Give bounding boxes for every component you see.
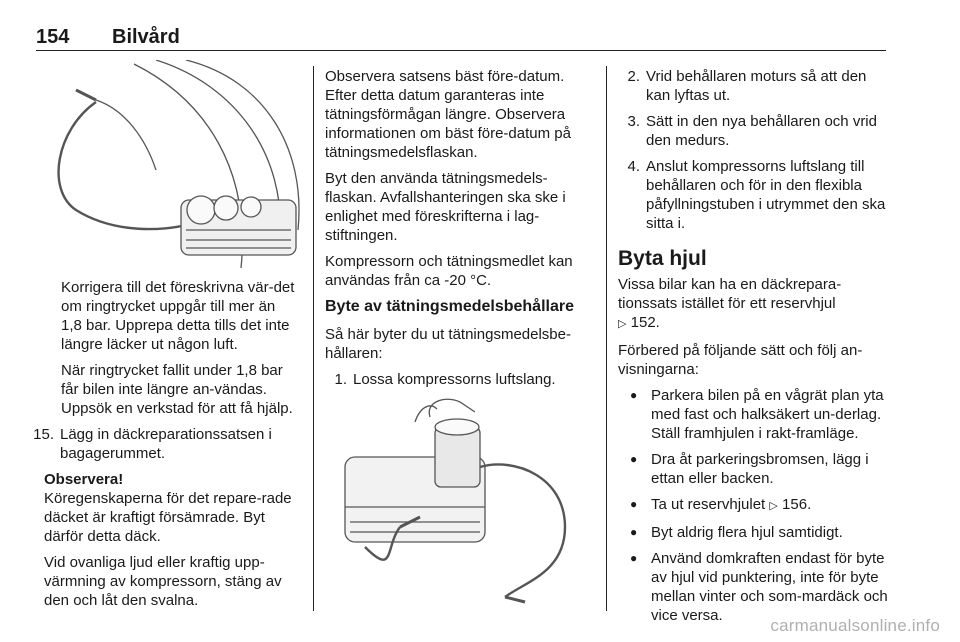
list-item: [22, 425, 300, 463]
notice-heading: Observera!: [44, 471, 124, 488]
sealant-container-illustration: [325, 397, 593, 612]
paragraph: Observera satsens bäst före-datum. Efter detta datum garanteras inte tätningsförmågan längre. Observera informationen om bäst före-datum på tätningsmedelsflaskan.: [325, 68, 571, 161]
bullet-icon: ●: [630, 497, 638, 511]
item-text: Lägg in däckreparationssatsen i bagagerummet.: [60, 426, 272, 462]
item-number: 2.: [627, 68, 640, 85]
paragraph: Förbered på följande sätt och följ an-visningarna:: [618, 342, 863, 378]
item-text: Lossa kompressorns luftslang.: [353, 371, 556, 388]
chapter-title: Bilvård: [112, 26, 180, 48]
section-heading: Byta hjul: [618, 247, 707, 270]
item-text: Vrid behållaren moturs så att den kan lyftas ut.: [646, 68, 867, 104]
paragraph: När ringtrycket fallit under 1,8 bar får bilen inte längre an-vändas. Uppsök en verkstad för att få hjälp.: [61, 362, 293, 417]
item-text: Parkera bilen på en vågrät plan yta med fast och halksäkert un-derlag. Ställ framhjulen i rakt-framläge.: [651, 387, 884, 442]
paragraph: Byt den använda tätningsmedels-flaskan. Avfallshanteringen ska ske i enlighet med föreskrifterna i lag-stiftningen.: [325, 170, 566, 244]
item-text-main: Ta ut reservhjulet: [651, 496, 766, 513]
bullet-icon: ●: [630, 551, 638, 565]
page-number: 154: [36, 26, 70, 48]
page-reference[interactable]: 152.: [630, 314, 660, 331]
notice-paragraph: Vid ovanliga ljud eller kraftig upp-värmning av kompressorn, stäng av den och låt den svalna.: [44, 554, 282, 609]
paragraph: Kompressorn och tätningsmedlet kan användas från ca -20 °C.: [325, 253, 573, 289]
list-item: [630, 549, 888, 625]
item-text: Anslut kompressorns luftslang till behållaren och för in den flexibla påfyllningstuben i utrymmet den ska sitta i.: [646, 158, 886, 232]
paragraph: Korrigera till det föreskrivna vär-det om ringtrycket uppgår till mer än 1,8 bar. Upprepa detta tills det inte längre läcker ut någon luft.: [61, 279, 295, 353]
watermark: carmanualsonline.info: [770, 616, 940, 635]
item-number: 4.: [627, 158, 640, 175]
item-text: Byt aldrig flera hjul samtidigt.: [651, 524, 843, 541]
paragraph: Så här byter du ut tätningsmedelsbe-hållaren:: [325, 326, 571, 362]
column-left: [33, 60, 300, 617]
list-item: [630, 386, 888, 443]
intro-text: Vissa bilar kan ha en däckrepara-tionssats istället för ett reservhjul: [618, 276, 842, 312]
page-header: [36, 26, 886, 51]
column-right: [618, 67, 888, 632]
list-item: [618, 67, 888, 105]
item-text: Sätt in den nya behållaren och vrid den medurs.: [646, 113, 877, 149]
list-item: [618, 112, 888, 150]
reference-arrow-icon: ▷: [618, 318, 627, 330]
item-text: Dra åt parkeringsbromsen, lägg i ettan eller backen.: [651, 451, 869, 487]
item-text: Använd domkraften endast för byte av hjul vid punktering, inte för byte mellan vinter och som-mardäck och vice versa.: [651, 550, 888, 624]
list-item: [630, 450, 888, 488]
item-text: [651, 495, 888, 516]
reference-arrow-icon: ▷: [769, 500, 778, 512]
list-item: [325, 370, 593, 389]
item-number: 1.: [334, 371, 347, 388]
column-divider: [313, 66, 314, 611]
bullet-icon: ●: [630, 525, 638, 539]
section-heading: Byte av tätningsmedelsbehållare: [325, 298, 574, 315]
bullet-icon: ●: [630, 388, 638, 402]
item-number: 15.: [33, 426, 54, 443]
list-item: [618, 157, 888, 233]
list-item: [630, 523, 888, 542]
bullet-icon: ●: [630, 452, 638, 466]
tire-compressor-illustration: [36, 60, 300, 268]
paragraph: [618, 275, 888, 334]
list-item: [630, 495, 888, 516]
column-divider: [606, 66, 607, 611]
page-reference[interactable]: 156.: [782, 496, 812, 513]
column-middle: [325, 67, 593, 612]
notice-paragraph: Köregenskaperna för det repare-rade däcket är kraftigt försämrade. Byt därför detta däck.: [44, 490, 292, 545]
item-number: 3.: [627, 113, 640, 130]
